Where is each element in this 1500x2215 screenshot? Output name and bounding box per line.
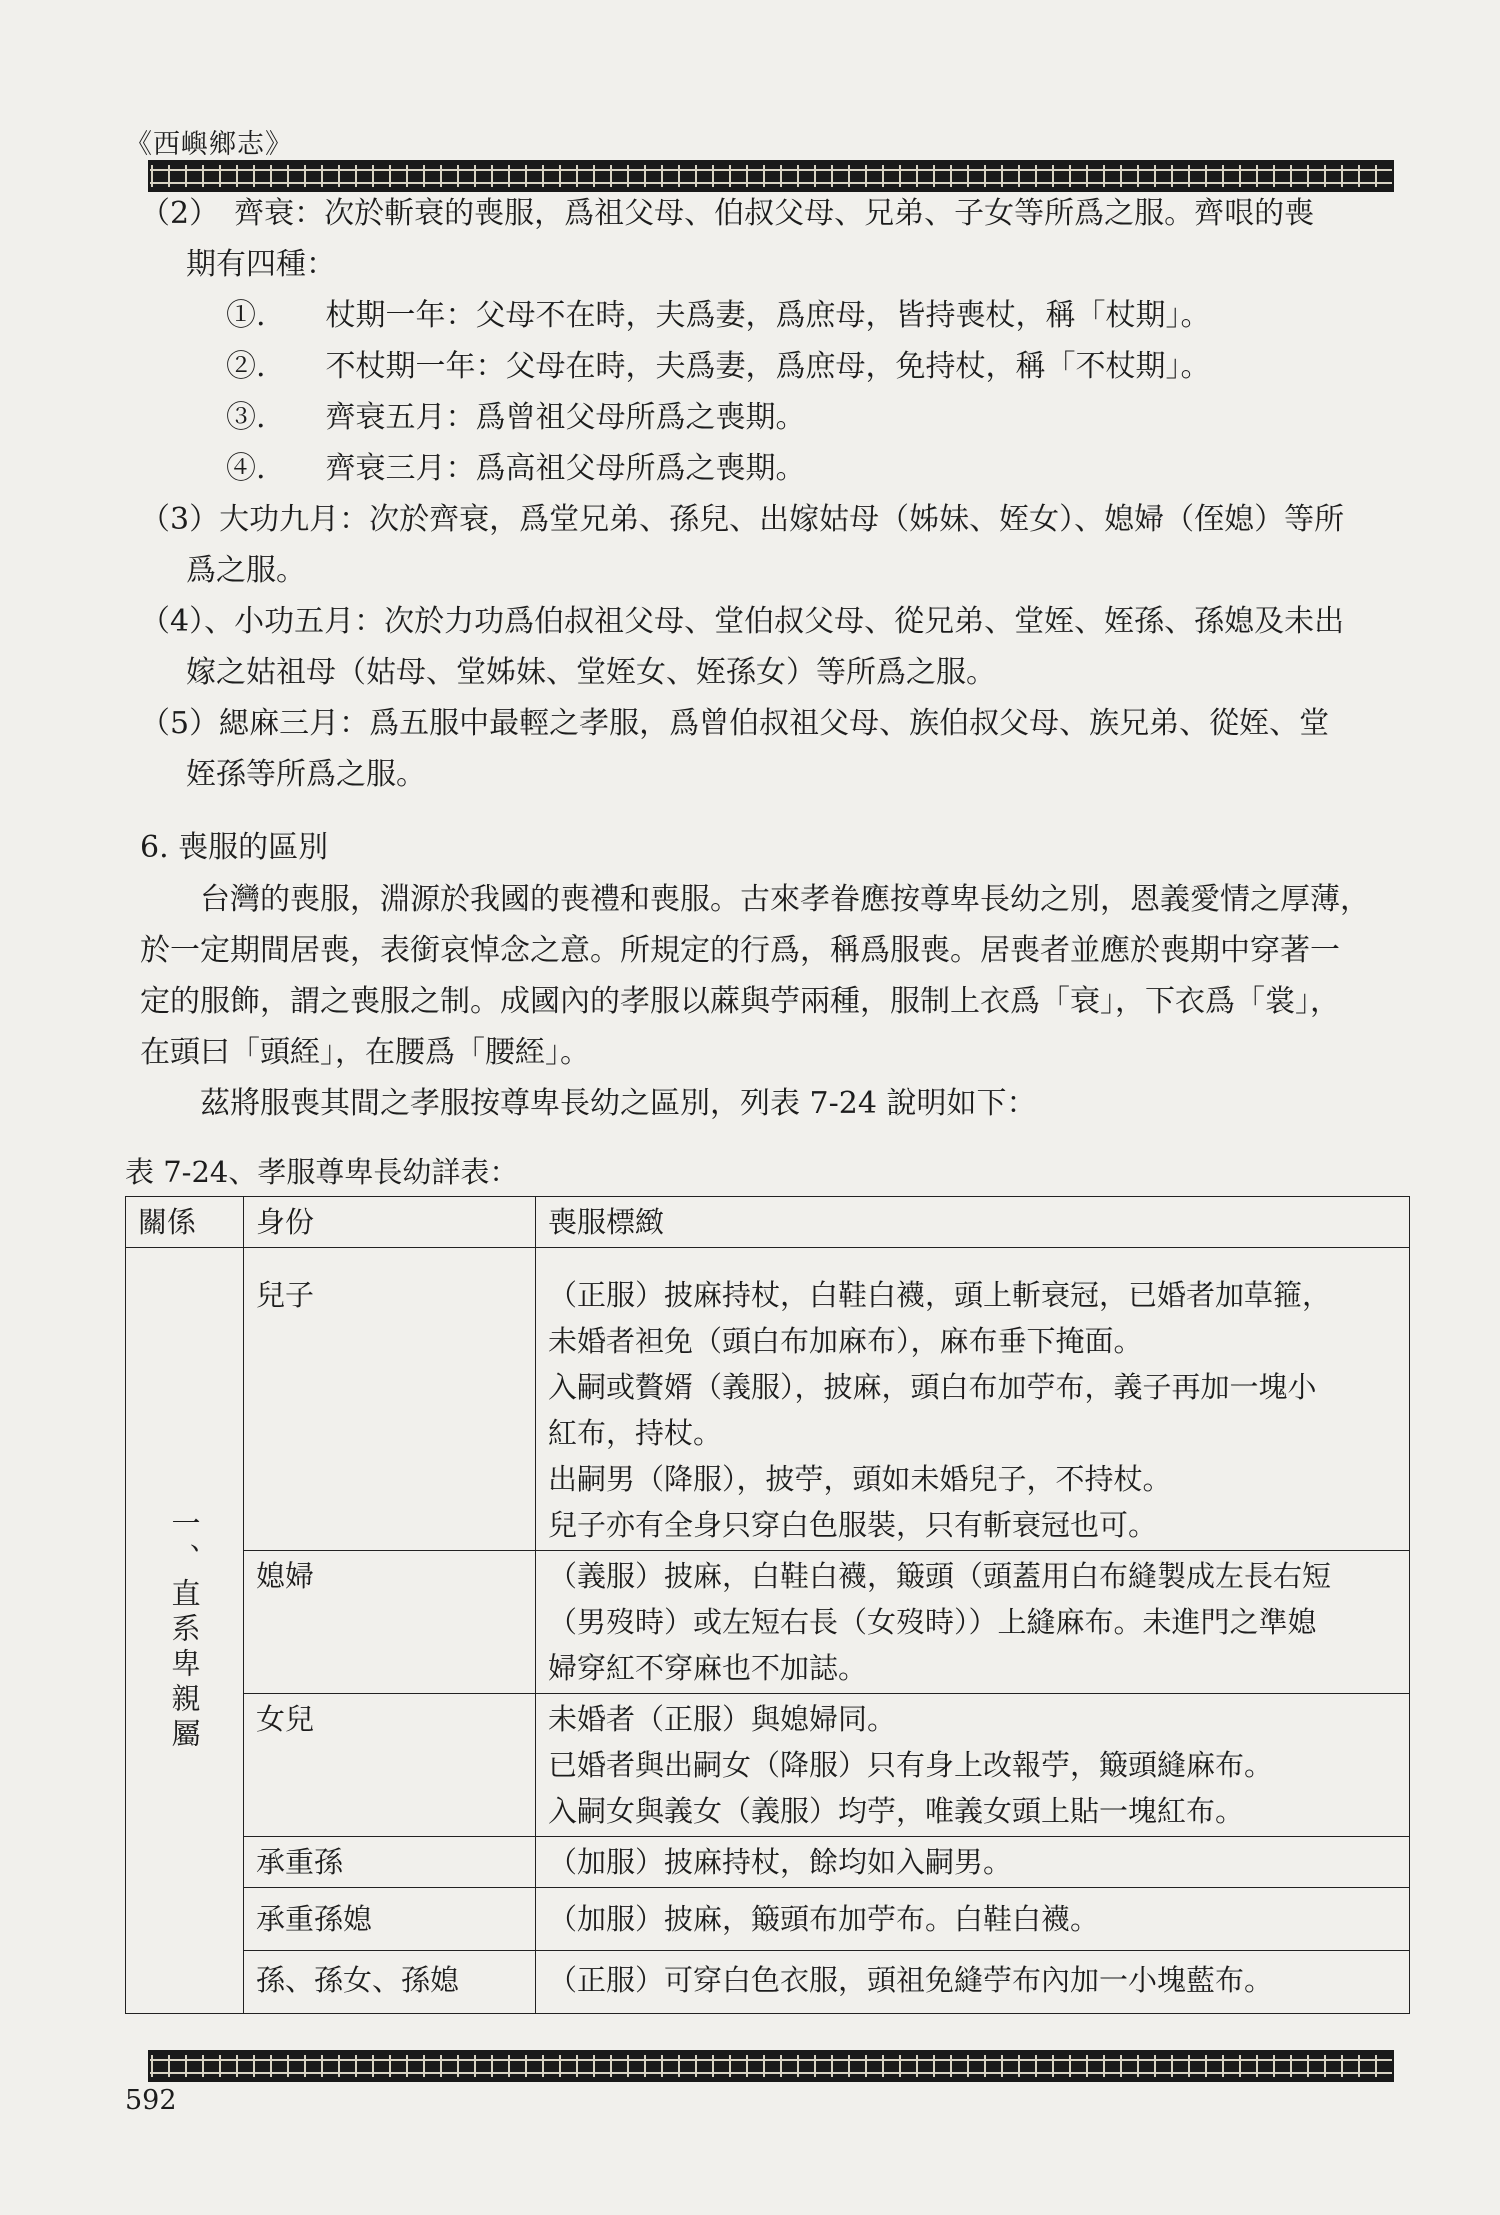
list-line: 期有四種： <box>186 247 336 282</box>
attire-cell <box>536 1888 1410 1951</box>
table-row <box>126 1248 1410 1551</box>
bottom-border-ornament <box>148 2050 1394 2082</box>
attire-cell <box>536 1837 1410 1888</box>
attire-line: 紅布，持杖。 <box>548 1416 723 1450</box>
identity-cell: 承重孫 <box>244 1837 536 1888</box>
book-title: 《西嶼鄉志》 <box>125 129 293 160</box>
attire-line: 入嗣女與義女（義服）均苧，唯義女頭上貼一塊紅布。 <box>548 1794 1245 1828</box>
list-line: ①. 杖期一年：父母不在時，夫爲妻，爲庶母，皆持喪杖，稱「杖期」。 <box>226 298 1211 333</box>
list-line: ④. 齊衰三月：爲高祖父母所爲之喪期。 <box>226 451 806 486</box>
identity-cell: 孫、孫女、孫媳 <box>244 1951 536 2014</box>
mourning-list <box>140 188 1410 1129</box>
attire-line: 未婚者袒免（頭白布加麻布），麻布垂下掩面。 <box>548 1324 1143 1358</box>
attire-line: 婦穿紅不穿麻也不加誌。 <box>548 1651 868 1685</box>
paragraph-line: 於一定期間居喪，表銜哀悼念之意。所規定的行爲，稱爲服喪。居喪者並應於喪期中穿著一 <box>140 933 1340 968</box>
attire-cell <box>536 1551 1410 1694</box>
attire-line: （正服）可穿白色衣服，頭祖免縫苧布內加一小塊藍布。 <box>548 1963 1274 1997</box>
attire-line: 未婚者（正服）與媳婦同。 <box>548 1702 897 1736</box>
identity-cell: 媳婦 <box>244 1551 536 1694</box>
attire-line: （加服）披麻持杖，餘均如入嗣男。 <box>548 1845 1013 1879</box>
attire-cell <box>536 1248 1410 1551</box>
header-attire: 喪服標緻 <box>536 1197 1410 1248</box>
header-identity: 身份 <box>244 1197 536 1248</box>
list-line: （5）緦麻三月：爲五服中最輕之孝服，爲曾伯叔祖父母、族伯叔父母、族兄弟、從姪、堂 <box>140 706 1330 741</box>
list-line: 爲之服。 <box>186 553 306 588</box>
attire-line: （加服）披麻，簸頭布加苧布。白鞋白襪。 <box>548 1902 1100 1936</box>
header-relation: 關係 <box>126 1197 244 1248</box>
paragraph-line: 在頭曰「頭絰」，在腰爲「腰絰」。 <box>140 1035 590 1070</box>
table-header-row <box>126 1197 1410 1248</box>
attire-line: 兒子亦有全身只穿白色服裝，只有斬衰冠也可。 <box>548 1508 1158 1542</box>
attire-line: 入嗣或贅婿（義服），披麻，頭白布加苧布，義子再加一塊小 <box>548 1370 1317 1404</box>
section-heading: 6. 喪服的區別 <box>140 830 329 865</box>
list-line: ②. 不杖期一年：父母在時，夫爲妻，爲庶母，免持杖，稱「不杖期」。 <box>226 349 1211 384</box>
attire-line: （正服）披麻持杖，白鞋白襪，頭上斬衰冠，已婚者加草箍， <box>548 1278 1332 1312</box>
identity-cell: 承重孫媳 <box>244 1888 536 1951</box>
table-row <box>126 1551 1410 1694</box>
table-row <box>126 1837 1410 1888</box>
paragraph-line: 茲將服喪其間之孝服按尊卑長幼之區別，列表 7-24 說明如下： <box>200 1086 1037 1121</box>
table-row <box>126 1694 1410 1837</box>
list-line: 嫁之姑祖母（姑母、堂姊妹、堂姪女、姪孫女）等所爲之服。 <box>186 655 996 690</box>
list-line: （2） 齊衰：次於斬衰的喪服，爲祖父母、伯叔父母、兄弟、子女等所爲之服。齊哏的喪 <box>140 196 1315 231</box>
relation-group-label: 一、直系卑親屬 <box>126 1248 244 2014</box>
identity-cell: 女兒 <box>244 1694 536 1837</box>
identity-cell: 兒子 <box>244 1248 536 1551</box>
table-row <box>126 1951 1410 2014</box>
paragraph-line: 台灣的喪服，淵源於我國的喪禮和喪服。古來孝眷應按尊卑長幼之別，恩義愛情之厚薄， <box>200 882 1370 917</box>
list-line: ③. 齊衰五月：爲曾祖父母所爲之喪期。 <box>226 400 806 435</box>
list-line: （3）大功九月：次於齊衰，爲堂兄弟、孫兒、出嫁姑母（姊妹、姪女）、媳婦（侄媳）等所 <box>140 502 1345 537</box>
page-number: 592 <box>125 2085 177 2116</box>
table-row <box>126 1888 1410 1951</box>
attire-line: 出嗣男（降服），披苧，頭如未婚兒子，不持杖。 <box>548 1462 1172 1496</box>
attire-cell <box>536 1951 1410 2014</box>
attire-line: （義服）披麻，白鞋白襪，簸頭（頭蓋用白布縫製成左長右短 <box>548 1559 1332 1593</box>
list-line: 姪孫等所爲之服。 <box>186 757 426 792</box>
table-caption: 表 7-24、孝服尊卑長幼詳表： <box>125 1155 519 1189</box>
paragraph-line: 定的服飾，謂之喪服之制。成國內的孝服以蔴與苧兩種，服制上衣爲「衰」，下衣爲「裳」， <box>140 984 1340 1019</box>
mourning-attire-table <box>125 1196 1410 2014</box>
list-line: （4）、小功五月：次於力功爲伯叔祖父母、堂伯叔父母、從兄弟、堂姪、姪孫、孫媳及未出 <box>140 604 1345 639</box>
attire-line: 已婚者與出嗣女（降服）只有身上改報苧，簸頭縫麻布。 <box>548 1748 1274 1782</box>
attire-line: （男歿時）或左短右長（女歿時））上縫麻布。未進門之準媳 <box>548 1605 1317 1639</box>
attire-cell <box>536 1694 1410 1837</box>
